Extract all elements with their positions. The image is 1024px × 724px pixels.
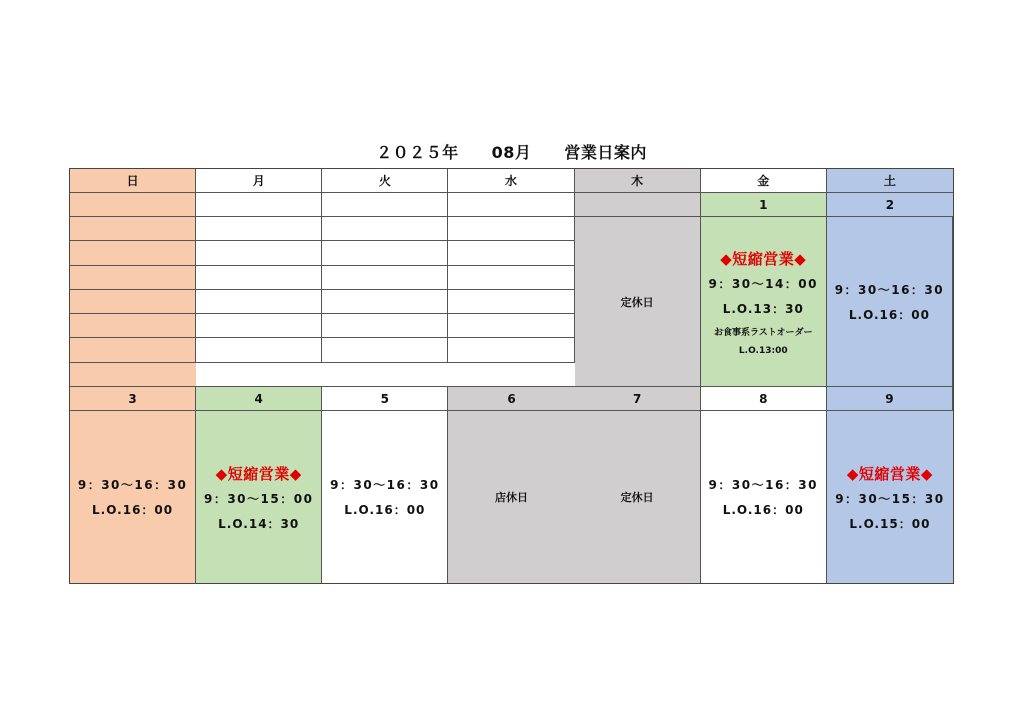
empty-cell — [70, 363, 196, 387]
day-cell-9 — [827, 411, 953, 583]
date-number-6: 6 — [448, 387, 574, 411]
day-cell-5 — [322, 411, 448, 583]
empty-cell — [322, 338, 448, 362]
date-number-5: 5 — [322, 387, 448, 411]
empty-cell — [196, 290, 322, 314]
last-order: L.O.16：00 — [344, 503, 426, 517]
empty-cell — [196, 314, 322, 338]
empty-cell — [70, 266, 196, 290]
last-order: L.O.16：00 — [722, 503, 804, 517]
weekday-header-sun: 日 — [70, 169, 196, 193]
empty-cell — [196, 241, 322, 265]
weekday-header-thu: 木 — [575, 169, 701, 193]
day-cell-4 — [196, 411, 322, 583]
day-cell-3 — [70, 411, 196, 583]
last-order: L.O.13：30 — [722, 301, 804, 316]
empty-cell — [196, 266, 322, 290]
empty-cell — [322, 217, 448, 241]
empty-cell — [70, 314, 196, 338]
business-calendar — [69, 168, 954, 584]
food-last-order-time: L.O.13:00 — [738, 345, 788, 356]
date-cell-empty — [70, 193, 196, 217]
opening-hours: 9：30～16：30 — [708, 478, 818, 492]
opening-hours: 9：30～15：30 — [835, 491, 945, 506]
date-cell-empty — [322, 193, 448, 217]
empty-cell — [448, 217, 574, 241]
weekday-header-fri: 金 — [701, 169, 827, 193]
weekday-header-wed: 水 — [448, 169, 574, 193]
page-title: ２０２５年 08月 営業日案内 — [376, 143, 647, 162]
last-order: L.O.16：00 — [92, 503, 174, 517]
weekday-header-tue: 火 — [322, 169, 448, 193]
short-hours-notice: ◆短縮営業◆ — [846, 464, 933, 483]
empty-cell — [196, 363, 322, 387]
empty-cell — [448, 363, 574, 387]
date-cell-empty — [448, 193, 574, 217]
last-order: L.O.14：30 — [218, 516, 300, 531]
holiday-label: 定休日 — [620, 295, 654, 309]
holiday-label: 定休日 — [620, 491, 654, 504]
empty-cell — [448, 290, 574, 314]
empty-cell — [322, 241, 448, 265]
date-number-4: 4 — [196, 387, 322, 411]
empty-cell — [448, 338, 574, 362]
empty-cell — [448, 314, 574, 338]
day-cell-6 — [448, 411, 574, 583]
holiday-label: 店休日 — [494, 491, 528, 504]
opening-hours: 9：30～16：30 — [77, 478, 188, 492]
empty-cell — [322, 266, 448, 290]
last-order: L.O.16：00 — [848, 307, 930, 322]
empty-cell — [448, 241, 574, 265]
date-number-7: 7 — [575, 387, 701, 411]
opening-hours: 9：30～15：00 — [203, 491, 314, 506]
date-cell-empty — [196, 193, 322, 217]
date-number-8: 8 — [701, 387, 827, 411]
day-cell-week1-thu — [575, 217, 701, 387]
last-order: L.O.15：00 — [849, 516, 931, 531]
date-number-2: 2 — [827, 193, 953, 217]
opening-hours: 9：30～14：00 — [708, 276, 818, 291]
empty-cell — [448, 266, 574, 290]
date-number-1: 1 — [701, 193, 827, 217]
empty-cell — [196, 338, 322, 362]
food-last-order-note: お食事系ラストオーダー — [714, 327, 813, 338]
opening-hours: 9：30～16：30 — [330, 478, 440, 492]
empty-cell — [196, 217, 322, 241]
empty-cell — [70, 217, 196, 241]
empty-cell — [70, 290, 196, 314]
weekday-header-sat: 土 — [827, 169, 953, 193]
day-cell-1 — [701, 217, 827, 387]
empty-cell — [322, 290, 448, 314]
empty-cell — [70, 241, 196, 265]
opening-hours: 9：30～16：30 — [834, 282, 945, 297]
date-number-9: 9 — [827, 387, 953, 411]
empty-cell — [322, 314, 448, 338]
date-number-3: 3 — [70, 387, 196, 411]
date-cell-empty — [575, 193, 701, 217]
empty-cell — [322, 363, 448, 387]
short-hours-notice: ◆短縮営業◆ — [720, 249, 807, 268]
day-cell-7 — [575, 411, 701, 583]
empty-cell — [70, 338, 196, 362]
day-cell-2 — [827, 217, 953, 387]
day-cell-8 — [701, 411, 827, 583]
weekday-header-mon: 月 — [196, 169, 322, 193]
short-hours-notice: ◆短縮営業◆ — [215, 464, 302, 483]
